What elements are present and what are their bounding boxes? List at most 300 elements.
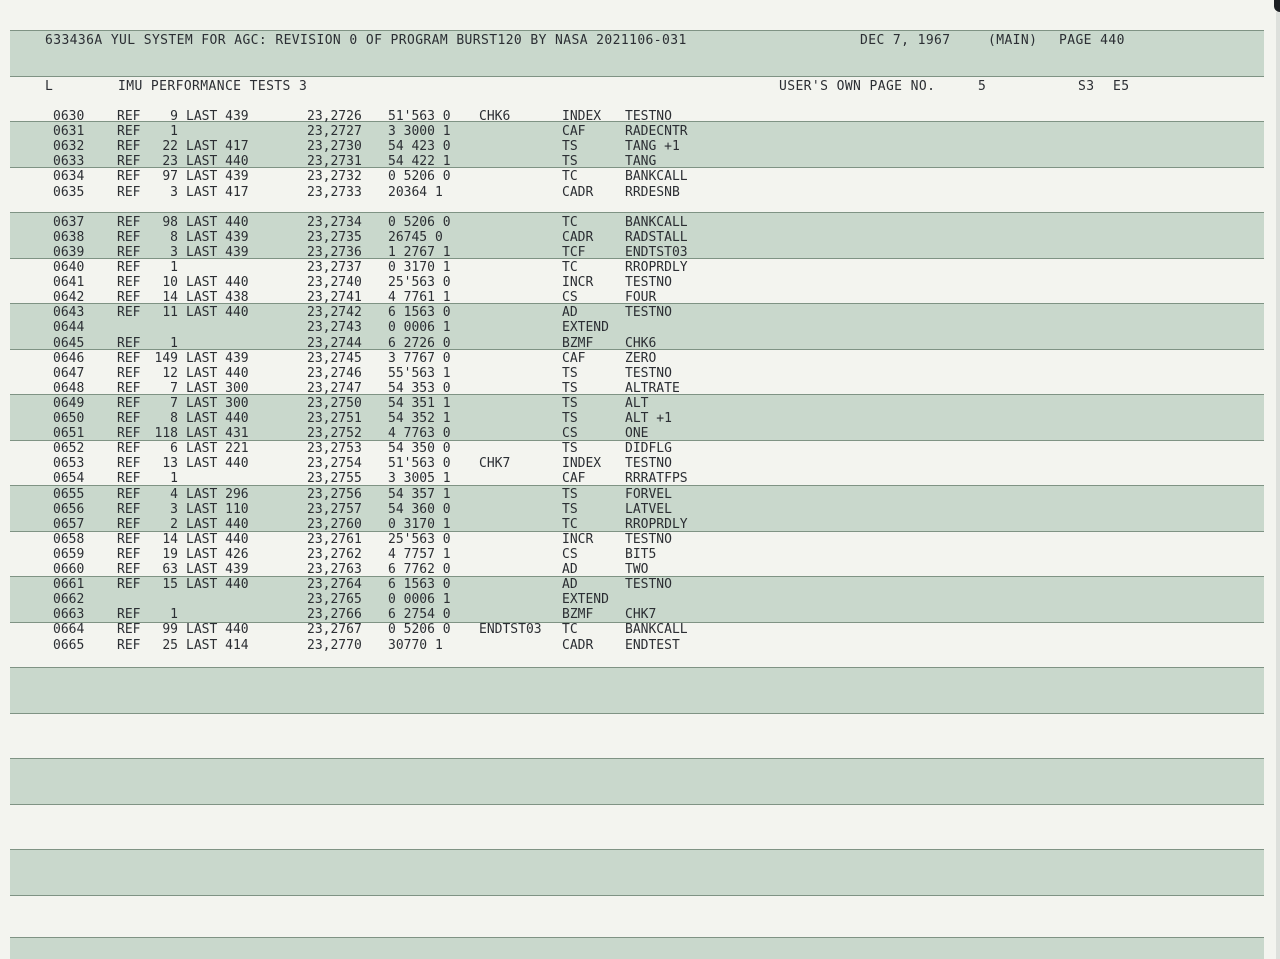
operand: FORVEL <box>625 487 672 502</box>
last-reference: LAST 440 <box>186 275 249 290</box>
band-rule <box>10 804 1264 805</box>
octal-code: 6 1563 0 <box>388 305 451 320</box>
ref-count: 4 <box>170 487 178 502</box>
last-reference: LAST 439 <box>186 169 249 184</box>
memory-address: 23,2762 <box>307 547 362 562</box>
opcode: INCR <box>562 532 594 547</box>
line-number: 0630 <box>53 109 85 124</box>
memory-address: 23,2754 <box>307 456 362 471</box>
operand: RADSTALL <box>625 230 688 245</box>
opcode: CAF <box>562 124 586 139</box>
ref-keyword: REF <box>117 607 141 622</box>
ref-count: 3 <box>170 502 178 517</box>
last-reference: LAST 440 <box>186 577 249 592</box>
opcode: CADR <box>562 638 594 653</box>
listing-row <box>0 290 1280 305</box>
ref-count: 11 <box>162 305 178 320</box>
ref-count: 118 <box>154 426 178 441</box>
listing-row <box>0 532 1280 547</box>
octal-code: 30770 1 <box>388 638 443 653</box>
line-number: 0650 <box>53 411 85 426</box>
operand: FOUR <box>625 290 657 305</box>
ref-keyword: REF <box>117 169 141 184</box>
memory-address: 23,2731 <box>307 154 362 169</box>
listing-row <box>0 562 1280 577</box>
subheader-marker: L <box>45 79 54 94</box>
last-reference: LAST 439 <box>186 562 249 577</box>
opcode: INDEX <box>562 109 602 124</box>
listing-row <box>0 638 1280 653</box>
band-rule <box>10 758 1264 759</box>
opcode: CAF <box>562 471 586 486</box>
header-page-number: PAGE 440 <box>1059 33 1125 48</box>
ref-keyword: REF <box>117 290 141 305</box>
ref-keyword: REF <box>117 245 141 260</box>
listing-row <box>0 305 1280 320</box>
listing-row <box>0 411 1280 426</box>
operand: RRDESNB <box>625 185 680 200</box>
memory-address: 23,2736 <box>307 245 362 260</box>
ref-count: 10 <box>162 275 178 290</box>
ref-count: 23 <box>162 154 178 169</box>
octal-code: 1 2767 1 <box>388 245 451 260</box>
operand: ALTRATE <box>625 381 680 396</box>
operand: TANG <box>625 154 657 169</box>
listing-row <box>0 230 1280 245</box>
listing-row <box>0 366 1280 381</box>
listing-row <box>0 275 1280 290</box>
memory-address: 23,2766 <box>307 607 362 622</box>
octal-code: 20364 1 <box>388 185 443 200</box>
memory-address: 23,2756 <box>307 487 362 502</box>
ref-keyword: REF <box>117 622 141 637</box>
octal-code: 54 422 1 <box>388 154 451 169</box>
listing-row <box>0 396 1280 411</box>
header-program-title: 633436A YUL SYSTEM FOR AGC: REVISION 0 OF PROGRAM BURST120 BY NASA 2021106-031 <box>45 33 687 48</box>
octal-code: 4 7763 0 <box>388 426 451 441</box>
memory-address: 23,2765 <box>307 592 362 607</box>
users-page-number: 5 <box>978 79 987 94</box>
opcode: CS <box>562 426 578 441</box>
octal-code: 51'563 0 <box>388 456 451 471</box>
line-number: 0640 <box>53 260 85 275</box>
operand: RROPRDLY <box>625 260 688 275</box>
opcode: TS <box>562 139 578 154</box>
listing-row <box>0 441 1280 456</box>
opcode: TCF <box>562 245 586 260</box>
listing-row <box>0 215 1280 230</box>
ref-count: 1 <box>170 471 178 486</box>
listing-row <box>0 547 1280 562</box>
listing-row <box>0 320 1280 335</box>
operand: RROPRDLY <box>625 517 688 532</box>
operand: ENDTST03 <box>625 245 688 260</box>
memory-address: 23,2770 <box>307 638 362 653</box>
last-reference: LAST 426 <box>186 547 249 562</box>
listing-row <box>0 169 1280 184</box>
operand: TWO <box>625 562 649 577</box>
memory-address: 23,2767 <box>307 622 362 637</box>
opcode: AD <box>562 577 578 592</box>
listing-row <box>0 139 1280 154</box>
line-number: 0654 <box>53 471 85 486</box>
ref-keyword: REF <box>117 487 141 502</box>
line-number: 0635 <box>53 185 85 200</box>
ref-keyword: REF <box>117 532 141 547</box>
ref-count: 15 <box>162 577 178 592</box>
opcode: BZMF <box>562 607 594 622</box>
line-number: 0660 <box>53 562 85 577</box>
ref-keyword: REF <box>117 577 141 592</box>
operand: CHK7 <box>625 607 657 622</box>
ref-count: 7 <box>170 396 178 411</box>
line-number: 0665 <box>53 638 85 653</box>
last-reference: LAST 440 <box>186 215 249 230</box>
opcode: EXTEND <box>562 320 609 335</box>
memory-address: 23,2740 <box>307 275 362 290</box>
ref-keyword: REF <box>117 456 141 471</box>
header-section: (MAIN) <box>988 33 1038 48</box>
memory-address: 23,2744 <box>307 336 362 351</box>
opcode: EXTEND <box>562 592 609 607</box>
operand: DIDFLG <box>625 441 672 456</box>
operand: ALT <box>625 396 649 411</box>
operand: ONE <box>625 426 649 441</box>
ref-keyword: REF <box>117 638 141 653</box>
listing-row <box>0 607 1280 622</box>
ref-count: 99 <box>162 622 178 637</box>
opcode: TC <box>562 517 578 532</box>
band-rule <box>10 212 1264 213</box>
octal-code: 4 7761 1 <box>388 290 451 305</box>
memory-address: 23,2757 <box>307 502 362 517</box>
ref-keyword: REF <box>117 109 141 124</box>
operand: BANKCALL <box>625 169 688 184</box>
operand: BIT5 <box>625 547 657 562</box>
octal-code: 0 5206 0 <box>388 169 451 184</box>
last-reference: LAST 438 <box>186 290 249 305</box>
opcode: TS <box>562 487 578 502</box>
line-number: 0648 <box>53 381 85 396</box>
memory-address: 23,2755 <box>307 471 362 486</box>
ref-count: 149 <box>154 351 178 366</box>
operand: ZERO <box>625 351 657 366</box>
opcode: TC <box>562 169 578 184</box>
last-reference: LAST 440 <box>186 517 249 532</box>
subheader-code-2: E5 <box>1113 79 1130 94</box>
ref-count: 2 <box>170 517 178 532</box>
operand: TANG +1 <box>625 139 680 154</box>
memory-address: 23,2750 <box>307 396 362 411</box>
listing-row <box>0 502 1280 517</box>
listing-row <box>0 517 1280 532</box>
octal-code: 54 423 0 <box>388 139 451 154</box>
memory-address: 23,2751 <box>307 411 362 426</box>
octal-code: 0 3170 1 <box>388 517 451 532</box>
opcode: INDEX <box>562 456 602 471</box>
line-number: 0631 <box>53 124 85 139</box>
octal-code: 0 3170 1 <box>388 260 451 275</box>
octal-code: 54 352 1 <box>388 411 451 426</box>
memory-address: 23,2734 <box>307 215 362 230</box>
octal-code: 25'563 0 <box>388 532 451 547</box>
listing-row <box>0 471 1280 486</box>
symbol-label: CHK7 <box>479 456 511 471</box>
ref-keyword: REF <box>117 215 141 230</box>
operand: TESTNO <box>625 109 672 124</box>
symbol-label: ENDTST03 <box>479 622 542 637</box>
octal-code: 0 0006 1 <box>388 320 451 335</box>
opcode: TS <box>562 154 578 169</box>
line-number: 0661 <box>53 577 85 592</box>
last-reference: LAST 440 <box>186 305 249 320</box>
operand: TESTNO <box>625 305 672 320</box>
operand: ENDTEST <box>625 638 680 653</box>
operand: BANKCALL <box>625 622 688 637</box>
ref-count: 3 <box>170 185 178 200</box>
line-number: 0651 <box>53 426 85 441</box>
ref-keyword: REF <box>117 547 141 562</box>
ref-keyword: REF <box>117 139 141 154</box>
green-band <box>10 937 1264 959</box>
opcode: CADR <box>562 185 594 200</box>
last-reference: LAST 440 <box>186 456 249 471</box>
ref-count: 1 <box>170 336 178 351</box>
line-number: 0637 <box>53 215 85 230</box>
octal-code: 54 360 0 <box>388 502 451 517</box>
memory-address: 23,2726 <box>307 109 362 124</box>
last-reference: LAST 440 <box>186 622 249 637</box>
octal-code: 25'563 0 <box>388 275 451 290</box>
ref-keyword: REF <box>117 502 141 517</box>
line-number: 0649 <box>53 396 85 411</box>
ref-keyword: REF <box>117 366 141 381</box>
symbol-label: CHK6 <box>479 109 511 124</box>
operand: ALT +1 <box>625 411 672 426</box>
opcode: TS <box>562 396 578 411</box>
ref-keyword: REF <box>117 351 141 366</box>
ref-count: 3 <box>170 245 178 260</box>
line-number: 0644 <box>53 320 85 335</box>
memory-address: 23,2763 <box>307 562 362 577</box>
green-band <box>10 849 1264 895</box>
last-reference: LAST 417 <box>186 139 249 154</box>
line-number: 0639 <box>53 245 85 260</box>
opcode: TS <box>562 366 578 381</box>
ref-keyword: REF <box>117 562 141 577</box>
listing-row <box>0 456 1280 471</box>
ref-keyword: REF <box>117 517 141 532</box>
band-rule <box>10 849 1264 850</box>
last-reference: LAST 221 <box>186 441 249 456</box>
last-reference: LAST 440 <box>186 366 249 381</box>
operand: TESTNO <box>625 275 672 290</box>
line-number: 0642 <box>53 290 85 305</box>
octal-code: 51'563 0 <box>388 109 451 124</box>
ref-count: 97 <box>162 169 178 184</box>
line-number: 0664 <box>53 622 85 637</box>
last-reference: LAST 439 <box>186 351 249 366</box>
line-number: 0658 <box>53 532 85 547</box>
line-number: 0652 <box>53 441 85 456</box>
last-reference: LAST 417 <box>186 185 249 200</box>
listing-row <box>0 381 1280 396</box>
subheader-title: IMU PERFORMANCE TESTS 3 <box>118 79 308 94</box>
line-number: 0662 <box>53 592 85 607</box>
band-rule <box>10 30 1264 31</box>
ref-keyword: REF <box>117 275 141 290</box>
operand: TESTNO <box>625 366 672 381</box>
memory-address: 23,2761 <box>307 532 362 547</box>
line-number: 0643 <box>53 305 85 320</box>
band-rule <box>10 937 1264 938</box>
operand: BANKCALL <box>625 215 688 230</box>
last-reference: LAST 439 <box>186 245 249 260</box>
ref-count: 6 <box>170 441 178 456</box>
ref-keyword: REF <box>117 381 141 396</box>
octal-code: 54 353 0 <box>388 381 451 396</box>
line-number: 0659 <box>53 547 85 562</box>
octal-code: 3 3000 1 <box>388 124 451 139</box>
ref-count: 14 <box>162 532 178 547</box>
ref-count: 1 <box>170 124 178 139</box>
memory-address: 23,2735 <box>307 230 362 245</box>
ref-keyword: REF <box>117 154 141 169</box>
last-reference: LAST 439 <box>186 109 249 124</box>
ref-count: 22 <box>162 139 178 154</box>
memory-address: 23,2733 <box>307 185 362 200</box>
ref-count: 12 <box>162 366 178 381</box>
opcode: AD <box>562 305 578 320</box>
ref-keyword: REF <box>117 396 141 411</box>
listing-row <box>0 622 1280 637</box>
opcode: CS <box>562 290 578 305</box>
ref-keyword: REF <box>117 230 141 245</box>
opcode: CAF <box>562 351 586 366</box>
opcode: BZMF <box>562 336 594 351</box>
ref-count: 8 <box>170 411 178 426</box>
opcode: TC <box>562 622 578 637</box>
memory-address: 23,2746 <box>307 366 362 381</box>
band-rule <box>10 76 1264 77</box>
listing-row <box>0 245 1280 260</box>
ref-count: 9 <box>170 109 178 124</box>
line-number: 0632 <box>53 139 85 154</box>
green-band <box>10 758 1264 804</box>
listing-row <box>0 426 1280 441</box>
octal-code: 55'563 1 <box>388 366 451 381</box>
last-reference: LAST 300 <box>186 396 249 411</box>
ref-keyword: REF <box>117 185 141 200</box>
operand: RRRATFPS <box>625 471 688 486</box>
operand: TESTNO <box>625 456 672 471</box>
opcode: TS <box>562 441 578 456</box>
opcode: TS <box>562 502 578 517</box>
ref-keyword: REF <box>117 411 141 426</box>
octal-code: 0 5206 0 <box>388 622 451 637</box>
memory-address: 23,2727 <box>307 124 362 139</box>
operand: LATVEL <box>625 502 672 517</box>
line-number: 0645 <box>53 336 85 351</box>
ref-count: 14 <box>162 290 178 305</box>
ref-count: 1 <box>170 607 178 622</box>
line-number: 0634 <box>53 169 85 184</box>
last-reference: LAST 439 <box>186 230 249 245</box>
opcode: AD <box>562 562 578 577</box>
memory-address: 23,2747 <box>307 381 362 396</box>
subheader-code-1: S3 <box>1078 79 1095 94</box>
octal-code: 54 350 0 <box>388 441 451 456</box>
listing-row <box>0 109 1280 124</box>
memory-address: 23,2743 <box>307 320 362 335</box>
ref-keyword: REF <box>117 305 141 320</box>
octal-code: 6 2754 0 <box>388 607 451 622</box>
header-date: DEC 7, 1967 <box>860 33 951 48</box>
octal-code: 4 7757 1 <box>388 547 451 562</box>
memory-address: 23,2753 <box>307 441 362 456</box>
band-rule <box>10 667 1264 668</box>
octal-code: 26745 0 <box>388 230 443 245</box>
opcode: CS <box>562 547 578 562</box>
memory-address: 23,2732 <box>307 169 362 184</box>
opcode: CADR <box>562 230 594 245</box>
listing-row <box>0 260 1280 275</box>
line-number: 0656 <box>53 502 85 517</box>
operand: TESTNO <box>625 532 672 547</box>
memory-address: 23,2741 <box>307 290 362 305</box>
band-rule <box>10 895 1264 896</box>
line-number: 0641 <box>53 275 85 290</box>
octal-code: 6 7762 0 <box>388 562 451 577</box>
line-number: 0653 <box>53 456 85 471</box>
line-number: 0657 <box>53 517 85 532</box>
listing-row <box>0 336 1280 351</box>
octal-code: 54 351 1 <box>388 396 451 411</box>
line-number: 0646 <box>53 351 85 366</box>
opcode: TC <box>562 260 578 275</box>
listing-row <box>0 185 1280 200</box>
ref-keyword: REF <box>117 336 141 351</box>
last-reference: LAST 300 <box>186 381 249 396</box>
line-number: 0633 <box>53 154 85 169</box>
band-rule <box>10 713 1264 714</box>
ref-keyword: REF <box>117 260 141 275</box>
opcode: TS <box>562 411 578 426</box>
line-number: 0638 <box>53 230 85 245</box>
listing-row <box>0 124 1280 139</box>
octal-code: 6 1563 0 <box>388 577 451 592</box>
octal-code: 0 5206 0 <box>388 215 451 230</box>
opcode: TS <box>562 381 578 396</box>
ref-keyword: REF <box>117 471 141 486</box>
memory-address: 23,2760 <box>307 517 362 532</box>
octal-code: 3 3005 1 <box>388 471 451 486</box>
memory-address: 23,2737 <box>307 260 362 275</box>
edge-mark <box>1274 0 1280 12</box>
ref-count: 98 <box>162 215 178 230</box>
last-reference: LAST 110 <box>186 502 249 517</box>
operand: TESTNO <box>625 577 672 592</box>
opcode: INCR <box>562 275 594 290</box>
memory-address: 23,2764 <box>307 577 362 592</box>
last-reference: LAST 414 <box>186 638 249 653</box>
memory-address: 23,2752 <box>307 426 362 441</box>
ref-count: 19 <box>162 547 178 562</box>
octal-code: 0 0006 1 <box>388 592 451 607</box>
ref-count: 63 <box>162 562 178 577</box>
last-reference: LAST 296 <box>186 487 249 502</box>
ref-count: 8 <box>170 230 178 245</box>
